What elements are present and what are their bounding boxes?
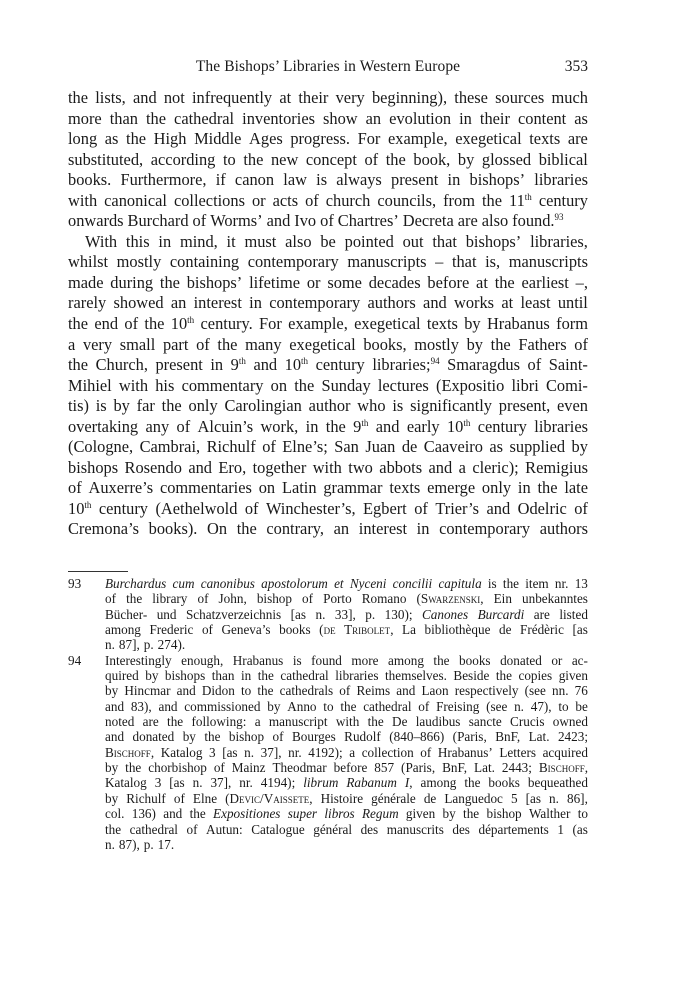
body-line: of Auxerre’s commentaries on Latin grammar texts emerge only in the late <box>68 478 588 498</box>
footnote-94 <box>68 653 588 852</box>
footnote-line: noted are the following: a manuscript with the De laudibus sancte Crucis owned <box>105 714 588 730</box>
ordinal-suffix: th <box>238 356 246 367</box>
body-line: the Church, present in 9th and 10th century libraries;$^{94}$ Smaragdus of Saint- <box>68 355 588 375</box>
body-line: 10th century (Aethelwold of Winchester’s, Egbert of Trier’s and Odelric of <box>68 498 588 518</box>
body-line: more than the cathedral inventories show an evolution in their content as <box>68 108 588 128</box>
body-line: Mihiel with his commentary on the Sunday lectures (Expositio libri Comi- <box>68 375 588 395</box>
running-head-title: The Bishops’ Libraries in Western Europe <box>195 58 461 75</box>
footnote-line: and 83), and commissioned by Anno to the cathedral of Freising (see n. 47), to be <box>105 698 588 714</box>
body-line: books. Furthermore, if canon law is always present in bishops’ libraries <box>68 170 588 190</box>
footnote-ref[interactable]: 93 <box>554 212 564 223</box>
footnote-line: Interestingly enough, Hrabanus is found more among the books donated or ac- <box>105 652 588 668</box>
body-line: long as the High Middle Ages progress. For example, exegetical texts are <box>68 129 588 149</box>
body-line: Cremona’s books). On the contrary, an interest in contemporary authors <box>68 519 588 539</box>
running-head <box>68 58 588 78</box>
footnote-93 <box>68 576 588 653</box>
footnote-line: of the library of John, bishop of Porto Romano (Swarzenski, Ein unbekanntes <box>105 591 588 607</box>
footnote-line: by the chorbishop of Mainz Theodmar before 857 (Paris, BnF, Lat. 2443; Bischoff, <box>105 760 588 776</box>
footnote-line: quired by bishops than in the cathedral libraries themselves. Beside the copies given <box>105 668 588 684</box>
footnote-line: Burchardus cum canonibus apostolorum et Nyceni concilii capitula is the item nr. 13 <box>105 576 588 591</box>
footnote-line: by Hincmar and Didon to the cathedrals of Reims and Laon respectively (see nn. 76 <box>105 683 588 699</box>
body-line: tis) is by far the only Carolingian author who is significantly present, even <box>68 396 588 416</box>
body-line: onwards Burchard of Worms’ and Ivo of Chartres’ Decreta are also found.$^{93}$ <box>68 211 564 231</box>
footnote-line: and donated by the bishop of Bourges Rudolf (840–866) (Paris, BnF, Lat. 2423; <box>105 729 588 745</box>
ordinal-suffix: th <box>187 315 195 326</box>
footnote-number: 94 <box>68 652 82 668</box>
body-line: substituted, according to the new concept of the book, by glossed biblical <box>68 149 588 169</box>
body-line: the end of the 10th century. For example, exegetical texts by Hrabanus form <box>68 314 588 334</box>
ordinal-suffix: th <box>84 499 92 510</box>
footnote-line: Katalog 3 [as n. 37], nr. 4194); librum Rabanum I, among the books bequeathed <box>105 775 588 791</box>
footnote-line: col. 136) and the Expositiones super libros Regum given by the bishop Walther to <box>105 806 588 822</box>
footnote-line: Bischoff, Katalog 3 [as n. 37], nr. 4192); a collection of Hrabanus’ Letters acquired <box>105 744 588 760</box>
body-line: with canonical collections or acts of church councils, from the 11th century <box>68 190 588 210</box>
ordinal-suffix: th <box>361 417 369 428</box>
page-number: 353 <box>564 58 588 75</box>
body-line: bishops Rosendo and Ero, together with two abbots and a cleric); Remigius <box>68 457 588 477</box>
body-line: whilst mostly containing contemporary manuscripts – that is, manuscripts <box>68 252 588 272</box>
footnote-line: n. 87], p. 274). <box>105 637 186 653</box>
footnote-ref[interactable]: 94 <box>430 356 440 367</box>
body-line: overtaking any of Alcuin’s work, in the 9th and early 10th century libraries <box>68 416 588 436</box>
body-line: made during the bishops’ lifetime or some decades before at the earliest –, <box>68 272 588 292</box>
footnote-line: among Frederic of Geneva’s books (de Tribolet, La bibliothèque de Frédèric [as <box>105 622 588 638</box>
ordinal-suffix: th <box>524 191 532 202</box>
footnote-line: n. 87), p. 17. <box>105 836 175 852</box>
footnote-line: by Richulf of Elne (Devic/Vaissete, Histoire générale de Languedoc 5 [as n. 86], <box>105 790 588 806</box>
body-line: the lists, and not infrequently at their very beginning), these sources much <box>68 88 588 107</box>
body-text <box>68 88 588 540</box>
footnotes <box>68 576 588 852</box>
footnote-number: 93 <box>68 576 82 591</box>
ordinal-suffix: th <box>301 356 309 367</box>
body-line: rarely showed an interest in contemporary authors and works at least until <box>68 293 588 313</box>
body-line: (Cologne, Cambrai, Richulf of Elne’s; San Juan de Caaveiro as supplied by <box>68 437 588 457</box>
body-line: a very small part of the many exegetical books, mostly by the Fathers of <box>68 334 588 354</box>
footnote-line: Bücher- und Schatzverzeichnis [as n. 33], p. 130); Canones Burcardi are listed <box>105 606 588 622</box>
footnote-rule <box>68 571 128 572</box>
body-line: With this in mind, it must also be pointed out that bishops’ libraries, <box>85 231 588 251</box>
ordinal-suffix: th <box>463 417 471 428</box>
footnote-line: the cathedral of Autun: Catalogue général des manuscrits des départements 1 (as <box>105 821 588 837</box>
